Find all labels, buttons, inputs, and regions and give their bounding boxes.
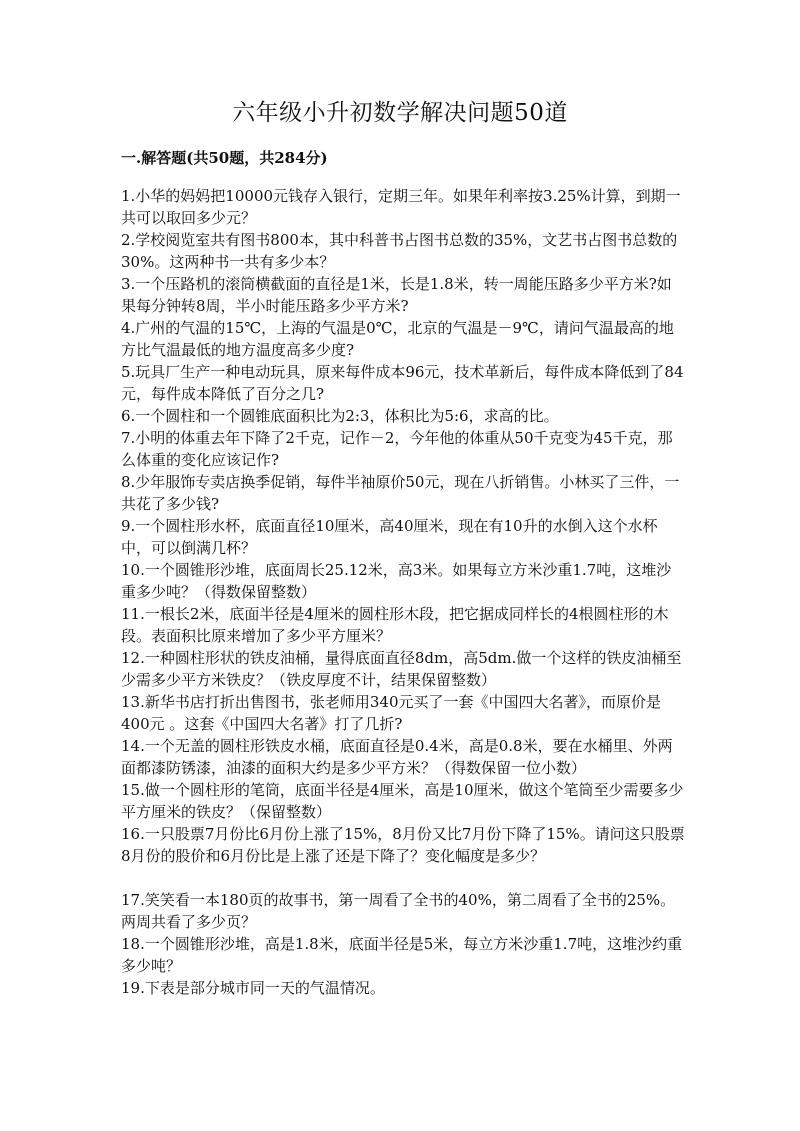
question-item: 3.一个压路机的滚筒横截面的直径是1米，长是1.8米，转一周能压路多少平方米?如果每分钟转8周，半小时能压路多少平方米? — [121, 275, 672, 315]
question-item: 5.玩具厂生产一种电动玩具，原来每件成本96元，技术革新后，每件成本降低到了84元，每件成本降低了百分之几? — [121, 363, 684, 403]
question-item: 1.小华的妈妈把10000元钱存入银行，定期三年。如果年利率按3.25%计算，到期一共可以取回多少元？ — [121, 187, 681, 227]
document-title: 六年级小升初数学解决问题50道 — [232, 100, 568, 126]
question-item: 4.广州的气温的15℃，上海的气温是0℃，北京的气温是－9℃，请问气温最高的地方比气温最低的地方温度高多少度? — [121, 319, 674, 359]
question-item: 18.一个圆锥形沙堆，高是1.8米，底面半径是5米，每立方米沙重1.7吨，这堆沙约重多少吨？ — [121, 935, 683, 975]
question-list — [121, 185, 686, 999]
question-item: 15.做一个圆柱形的笔筒，底面半径是4厘米，高是10厘米，做这个笔筒至少需要多少平方厘米的铁皮？（保留整数） — [121, 781, 684, 821]
question-item: 10.一个圆锥形沙堆，底面周长25.12米，高3米。如果每立方米沙重1.7吨，这堆沙重多少吨？（得数保留整数） — [121, 561, 672, 601]
question-item: 16.一只股票7月份比6月份上涨了15%，8月份又比7月份下降了15%。请问这只股票8月份的股价和6月份比是上涨了还是下降了？变化幅度是多少？ — [121, 825, 685, 865]
question-item: 8.少年服饰专卖店换季促销，每件半袖原价50元，现在八折销售。小林买了三件，一共花了多少钱? — [121, 473, 680, 513]
section-heading: 一.解答题(共50题，共284分) — [121, 149, 328, 167]
question-item: 9.一个圆柱形水杯，底面直径10厘米，高40厘米，现在有10升的水倒入这个水杯中，可以倒满几杯？ — [121, 517, 658, 557]
question-item: 19.下表是部分城市同一天的气温情况。 — [121, 979, 385, 997]
question-item: 11.一根长2米，底面半径是4厘米的圆柱形木段，把它据成同样长的4根圆柱形的木段。表面积比原来增加了多少平方厘米？ — [121, 605, 669, 645]
question-item: 17.笑笑看一本180页的故事书，第一周看了全书的40%，第二周看了全书的25%。两周共看了多少页？ — [121, 891, 676, 931]
question-item: 6.一个圆柱和一个圆锥底面积比为2:3，体积比为5:6，求高的比。 — [121, 407, 559, 425]
question-item: 7.小明的体重去年下降了2千克，记作－2，今年他的体重从50千克变为45千克，那么体重的变化应该记作? — [121, 429, 673, 469]
question-item: 12.一种圆柱形状的铁皮油桶，量得底面直径8dm，高5dm.做一个这样的铁皮油桶至少需多少平方米铁皮？（铁皮厚度不计，结果保留整数） — [121, 649, 682, 689]
question-item: 14.一个无盖的圆柱形铁皮水桶，底面直径是0.4米，高是0.8米，要在水桶里、外两面都漆防锈漆，油漆的面积大约是多少平方米？（得数保留一位小数） — [121, 737, 673, 777]
question-item: 13.新华书店打折出售图书，张老师用340元买了一套《中国四大名著》，而原价是400元 。这套《中国四大名著》打了几折? — [121, 693, 661, 733]
question-item: 2.学校阅览室共有图书800本，其中科普书占图书总数的35%，文艺书占图书总数的30%。这两种书一共有多少本？ — [121, 231, 678, 271]
